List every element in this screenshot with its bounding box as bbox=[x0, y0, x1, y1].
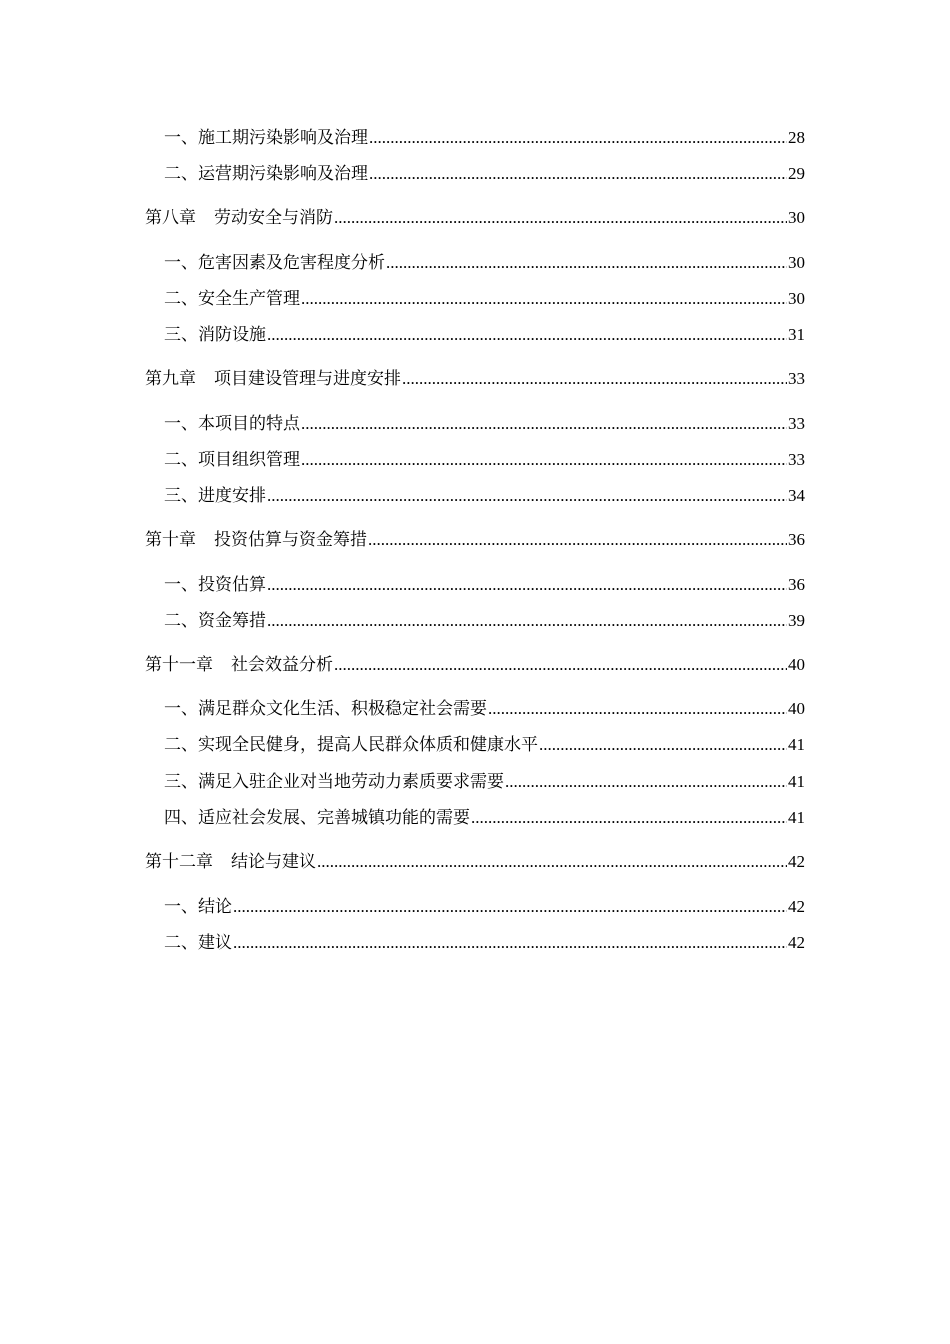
toc-page-number: 33 bbox=[788, 450, 805, 469]
toc-chapter-number: 第十章 bbox=[145, 530, 196, 550]
toc-leader-dots bbox=[402, 367, 787, 391]
toc-chapter-heading bbox=[145, 206, 333, 230]
toc-entry[interactable] bbox=[164, 448, 805, 472]
toc-entry[interactable] bbox=[164, 323, 805, 347]
toc-entry-title: 三、满足入驻企业对当地劳动力素质要求需要 bbox=[164, 772, 504, 792]
toc-entry[interactable] bbox=[164, 251, 805, 275]
toc-leader-dots bbox=[301, 448, 787, 472]
toc-entry[interactable] bbox=[164, 770, 805, 794]
toc-entry[interactable] bbox=[164, 697, 805, 721]
toc-chapter-entry[interactable] bbox=[145, 653, 805, 677]
toc-leader-dots bbox=[267, 323, 787, 347]
toc-chapter-heading bbox=[145, 367, 401, 391]
toc-entry[interactable] bbox=[164, 609, 805, 633]
toc-chapter-number: 第十二章 bbox=[145, 852, 213, 872]
toc-chapter-title: 投资估算与资金筹措 bbox=[214, 530, 367, 550]
toc-page-number: 30 bbox=[788, 208, 805, 227]
toc-chapter-number: 第八章 bbox=[145, 208, 196, 228]
toc-entry[interactable] bbox=[164, 484, 805, 508]
toc-entry-title: 二、项目组织管理 bbox=[164, 450, 300, 470]
toc-chapter-title: 项目建设管理与进度安排 bbox=[214, 369, 401, 389]
toc-entry[interactable] bbox=[164, 931, 805, 955]
toc-leader-dots bbox=[233, 931, 787, 955]
toc-page-number: 28 bbox=[788, 128, 805, 147]
toc-entry[interactable] bbox=[164, 573, 805, 597]
toc-entry-title: 三、消防设施 bbox=[164, 325, 266, 345]
toc-page-number: 41 bbox=[788, 772, 805, 791]
toc-entry-title: 一、满足群众文化生活、积极稳定社会需要 bbox=[164, 699, 487, 719]
toc-entry-title: 二、资金筹措 bbox=[164, 611, 266, 631]
toc-entry-title: 二、建议 bbox=[164, 933, 232, 953]
toc-page-number: 40 bbox=[788, 699, 805, 718]
toc-leader-dots bbox=[539, 733, 787, 757]
toc-page-number: 29 bbox=[788, 164, 805, 183]
toc-page-number: 39 bbox=[788, 611, 805, 630]
toc-chapter-heading bbox=[145, 850, 316, 874]
toc-chapter-entry[interactable] bbox=[145, 528, 805, 552]
toc-entry-title: 一、投资估算 bbox=[164, 575, 266, 595]
toc-page-number: 36 bbox=[788, 530, 805, 549]
toc-chapter-title: 劳动安全与消防 bbox=[214, 208, 333, 228]
toc-page-number: 31 bbox=[788, 325, 805, 344]
toc-leader-dots bbox=[267, 609, 787, 633]
toc-leader-dots bbox=[317, 850, 787, 874]
toc-entry-title: 一、危害因素及危害程度分析 bbox=[164, 253, 385, 273]
toc-entry-title: 二、实现全民健身，提高人民群众体质和健康水平 bbox=[164, 735, 538, 755]
toc-leader-dots bbox=[369, 162, 787, 186]
toc-chapter-heading bbox=[145, 653, 333, 677]
toc-leader-dots bbox=[369, 126, 787, 150]
toc-chapter-number: 第九章 bbox=[145, 369, 196, 389]
toc-page-number: 30 bbox=[788, 289, 805, 308]
toc-page-number: 41 bbox=[788, 808, 805, 827]
toc-entry[interactable] bbox=[164, 733, 805, 757]
toc-page-number: 42 bbox=[788, 852, 805, 871]
toc-page-number: 33 bbox=[788, 414, 805, 433]
toc-leader-dots bbox=[386, 251, 787, 275]
toc-chapter-entry[interactable] bbox=[145, 850, 805, 874]
toc-entry[interactable] bbox=[164, 126, 805, 150]
toc-entry[interactable] bbox=[164, 287, 805, 311]
toc-entry[interactable] bbox=[164, 806, 805, 830]
toc-entry-title: 一、结论 bbox=[164, 897, 232, 917]
toc-entry-title: 一、施工期污染影响及治理 bbox=[164, 128, 368, 148]
toc-page-number: 41 bbox=[788, 735, 805, 754]
toc-leader-dots bbox=[488, 697, 787, 721]
toc-leader-dots bbox=[471, 806, 787, 830]
toc-leader-dots bbox=[301, 412, 787, 436]
toc-page-number: 42 bbox=[788, 897, 805, 916]
toc-leader-dots bbox=[334, 206, 787, 230]
toc-chapter-number: 第十一章 bbox=[145, 655, 213, 675]
toc-leader-dots bbox=[334, 653, 787, 677]
toc-page-number: 33 bbox=[788, 369, 805, 388]
toc-entry[interactable] bbox=[164, 412, 805, 436]
toc-entry-title: 一、本项目的特点 bbox=[164, 414, 300, 434]
toc-leader-dots bbox=[301, 287, 787, 311]
toc-entry-title: 二、安全生产管理 bbox=[164, 289, 300, 309]
toc-page-number: 30 bbox=[788, 253, 805, 272]
toc-chapter-entry[interactable] bbox=[145, 206, 805, 230]
toc-leader-dots bbox=[505, 770, 787, 794]
toc-entry[interactable] bbox=[164, 895, 805, 919]
toc-page-number: 36 bbox=[788, 575, 805, 594]
toc-leader-dots bbox=[267, 573, 787, 597]
toc-leader-dots bbox=[368, 528, 787, 552]
toc-entry-title: 二、运营期污染影响及治理 bbox=[164, 164, 368, 184]
toc-page-number: 34 bbox=[788, 486, 805, 505]
toc-chapter-title: 结论与建议 bbox=[231, 852, 316, 872]
toc-chapter-title: 社会效益分析 bbox=[231, 655, 333, 675]
toc-page-number: 42 bbox=[788, 933, 805, 952]
toc-entry-title: 三、进度安排 bbox=[164, 486, 266, 506]
toc-chapter-entry[interactable] bbox=[145, 367, 805, 391]
toc-leader-dots bbox=[267, 484, 787, 508]
toc-entry[interactable] bbox=[164, 162, 805, 186]
toc-leader-dots bbox=[233, 895, 787, 919]
toc-entry-title: 四、适应社会发展、完善城镇功能的需要 bbox=[164, 808, 470, 828]
toc-page-number: 40 bbox=[788, 655, 805, 674]
toc-chapter-heading bbox=[145, 528, 367, 552]
